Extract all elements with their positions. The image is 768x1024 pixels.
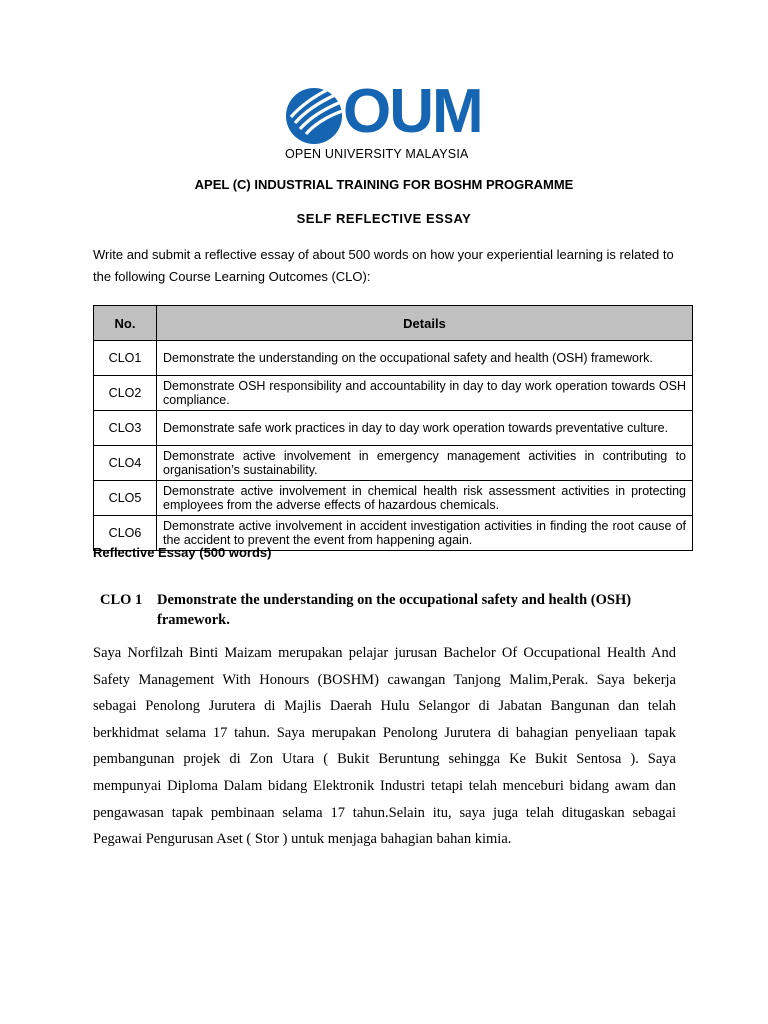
clo-number-cell: CLO5: [94, 481, 157, 516]
column-header-details: Details: [157, 306, 693, 341]
oum-emblem-icon: [285, 87, 343, 145]
clo-details-cell: Demonstrate active involvement in accident investigation activities in finding the root cause of the accident to prevent the event from happening again.: [157, 516, 693, 551]
clo-details-cell: Demonstrate active involvement in emergency management activities in contributing to organisation’s sustainability.: [157, 446, 693, 481]
clo-table: [93, 305, 693, 551]
column-header-no: No.: [94, 306, 157, 341]
clo-number-cell: CLO2: [94, 376, 157, 411]
table-row: [94, 341, 693, 376]
clo-details-cell: Demonstrate active involvement in chemical health risk assessment activities in protecting employees from the adverse effects of hazardous chemicals.: [157, 481, 693, 516]
document-title: APEL (C) INDUSTRIAL TRAINING FOR BOSHM PROGRAMME: [194, 177, 574, 192]
document-subtitle: SELF REFLECTIVE ESSAY: [296, 211, 472, 226]
logo-wordmark: OUM: [343, 77, 482, 146]
clo-details-cell: Demonstrate OSH responsibility and accountability in day to day work operation towards OSH compliance.: [157, 376, 693, 411]
clo-details-cell: Demonstrate safe work practices in day to day work operation towards preventative culture.: [157, 411, 693, 446]
oum-logo: [285, 77, 485, 165]
clo-number-cell: CLO3: [94, 411, 157, 446]
essay-label: Reflective Essay (500 words): [93, 545, 272, 560]
table-row: [94, 446, 693, 481]
clo-number-cell: CLO4: [94, 446, 157, 481]
section-number: CLO 1: [100, 592, 143, 608]
instructions-paragraph: Write and submit a reflective essay of about 500 words on how your experiential learning is related to the following Course Learning Outcomes (CLO):: [93, 247, 674, 284]
table-row: [94, 481, 693, 516]
clo-details-cell: Demonstrate the understanding on the occupational safety and health (OSH) framework.: [157, 341, 693, 376]
table-header-row: [94, 306, 693, 341]
clo-number-cell: CLO1: [94, 341, 157, 376]
logo-subtitle: OPEN UNIVERSITY MALAYSIA: [285, 147, 469, 161]
table-row: [94, 411, 693, 446]
section-heading-text: Demonstrate the understanding on the occupational safety and health (OSH) framework.: [157, 592, 632, 628]
table-row: [94, 376, 693, 411]
clo-number-cell: CLO6: [94, 516, 157, 551]
essay-body: Saya Norfilzah Binti Maizam merupakan pelajar jurusan Bachelor Of Occupational Health And Safety Management With Honours (BOSHM) cawangan Tanjong Malim,Perak. Saya bekerja sebagai Penolong Jurutera di Majlis Daerah Hulu Selangor di Jabatan Bangunan dan telah berkhidmat selama 17 tahun. Saya merupakan Penolong Jurutera di bahagian penyeliaan tapak pembangunan projek di Zon Utara ( Bukit Beruntung sehingga Ke Bukit Sentosa ). Saya mempunyai Diploma Dalam bidang Elektronik Industri tetapi telah menceburi bidang awam dan pengawasan tapak pembinaan selama 17 tahun.Selain itu, saya juga telah ditugaskan sebagai Pegawai Pengurusan Aset ( Stor ) untuk menjaga bahagian bahan kimia.: [93, 645, 676, 848]
